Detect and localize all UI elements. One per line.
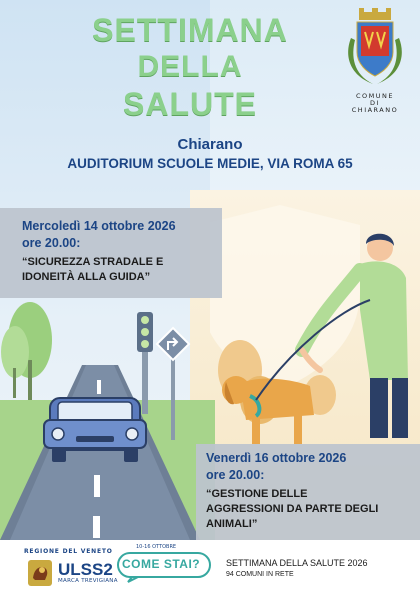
event-1-title-line-2: IDONEITÀ ALLA GUIDA”: [22, 271, 151, 283]
ulss-subtitle: MARCA TREVIGIANA: [58, 578, 118, 584]
event-2-title-line-3: ANIMALI”: [206, 518, 258, 530]
event-2-date: Venerdì 16 ottobre 2026: [206, 451, 347, 465]
venue-address: AUDITORIUM SCUOLE MEDIE, VIA ROMA 65: [67, 156, 353, 171]
logo-text-2: DI: [370, 99, 380, 107]
title-line-2: DELLA: [137, 50, 243, 83]
title-line-1: SETTIMANA: [92, 12, 288, 48]
city-name: Chiarano: [177, 136, 243, 153]
event-2-title-line-1: “GESTIONE DELLE: [206, 488, 308, 500]
title-line-3: SALUTE: [123, 86, 257, 122]
municipality-logo: [338, 8, 412, 116]
road-illustration: [0, 290, 215, 540]
regione-veneto-label: REGIONE DEL VENETO: [24, 548, 113, 555]
ulss-logo-text: ULSS2: [58, 560, 113, 579]
come-stai-dates: 10-16 OTTOBRE: [136, 544, 177, 550]
lion-of-venice-icon: [28, 560, 52, 586]
event-box-2: [196, 444, 420, 540]
footer-settimana-title: SETTIMANA DELLA SALUTE 2026: [226, 558, 368, 568]
logo-text-1: COMUNE: [356, 92, 394, 100]
footer-comuni-count: 94 COMUNI IN RETE: [226, 571, 294, 578]
come-stai-logo-text: COME STAI?: [122, 557, 201, 571]
man-dog-illustration: [210, 200, 420, 450]
event-2-time: ore 20.00:: [206, 468, 265, 482]
logo-text-3: CHIARANO: [351, 106, 399, 114]
event-1-title-line-1: “SICUREZZA STRADALE E: [22, 256, 164, 268]
event-2-title-line-2: AGGRESSIONI DA PARTE DEGLI: [206, 503, 379, 515]
coat-of-arms-icon: [343, 8, 407, 88]
event-1-date: Mercoledì 14 ottobre 2026: [22, 219, 176, 233]
event-1-time: ore 20.00:: [22, 236, 81, 250]
event-box-1: [0, 208, 222, 298]
footer: [0, 540, 420, 594]
